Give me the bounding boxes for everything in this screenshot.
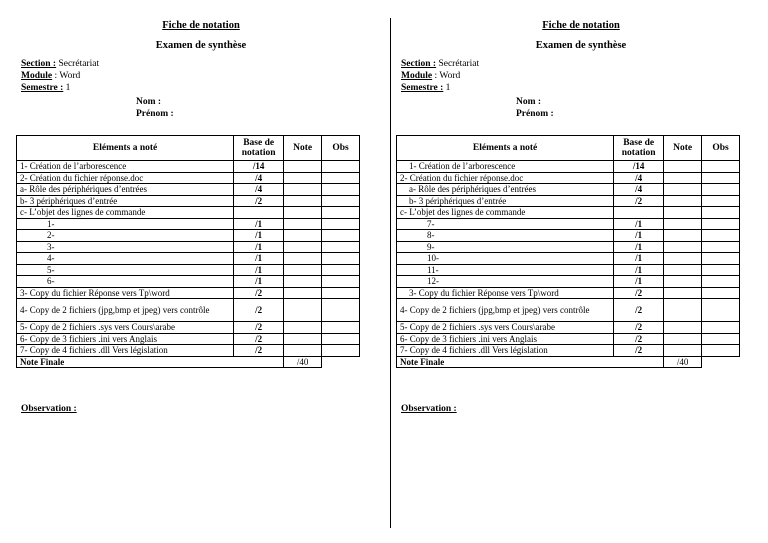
table-row (397, 264, 740, 276)
table-header-row (397, 136, 740, 161)
row-obs[interactable] (322, 184, 360, 196)
row-note[interactable] (284, 241, 322, 253)
row-obs[interactable] (322, 161, 360, 173)
row-base: /2 (614, 322, 664, 334)
row-element: 7- Copy de 4 fichiers .dll Vers législation (397, 345, 614, 357)
section-value: Secrétariat (56, 59, 100, 69)
row-element: 4- Copy de 2 fichiers (jpg,bmp et jpeg) vers contrôle (17, 299, 234, 322)
row-element: 5- Copy de 2 fichiers .sys vers Cours\arabe (397, 322, 614, 334)
grading-table (396, 135, 740, 368)
row-element: 7- Copy de 4 fichiers .dll Vers législation (17, 345, 234, 357)
section-label: Section : (401, 59, 437, 69)
row-obs[interactable] (322, 276, 360, 288)
row-obs[interactable] (322, 230, 360, 242)
header-element: Eléments a noté (397, 136, 614, 161)
prenom-label: Prénom : (136, 109, 174, 119)
module-value: : Word (432, 71, 461, 81)
row-obs[interactable] (702, 207, 740, 219)
row-note[interactable] (664, 322, 702, 334)
row-obs[interactable] (322, 333, 360, 345)
table-row (17, 195, 360, 207)
row-element: 10- (397, 253, 614, 265)
row-base: /1 (614, 264, 664, 276)
section-line (21, 58, 99, 70)
grading-table (16, 135, 360, 368)
row-note[interactable] (664, 172, 702, 184)
table-row (17, 333, 360, 345)
row-element: 7- (397, 218, 614, 230)
final-row (397, 356, 740, 368)
row-element: 5- Copy de 2 fichiers .sys vers Cours\arabe (17, 322, 234, 334)
table-row (397, 333, 740, 345)
table-row (17, 299, 360, 322)
row-base: /2 (234, 299, 284, 322)
row-note[interactable] (664, 218, 702, 230)
row-base: /1 (234, 264, 284, 276)
final-empty-cell (702, 356, 740, 368)
row-obs[interactable] (702, 230, 740, 242)
final-label: Note Finale (397, 356, 664, 368)
row-obs[interactable] (702, 345, 740, 357)
row-base: /14 (614, 161, 664, 173)
final-label: Note Finale (17, 356, 284, 368)
row-note[interactable] (284, 184, 322, 196)
row-base: /2 (234, 195, 284, 207)
row-obs[interactable] (702, 287, 740, 299)
observation-label: Observation : (401, 404, 457, 414)
row-element: 5- (17, 264, 234, 276)
row-note[interactable] (284, 287, 322, 299)
module-line (401, 70, 460, 82)
table-row (17, 276, 360, 288)
semestre-value: 1 (443, 83, 451, 93)
row-base: /2 (614, 299, 664, 322)
row-base: /2 (614, 345, 664, 357)
semestre-label: Semestre : (21, 83, 64, 93)
row-base (614, 207, 664, 219)
row-note[interactable] (664, 264, 702, 276)
row-base: /2 (614, 333, 664, 345)
final-value: /40 (664, 356, 702, 368)
row-obs[interactable] (322, 299, 360, 322)
header-base: Base de notation (234, 136, 284, 161)
table-row (17, 161, 360, 173)
row-element: 9- (397, 241, 614, 253)
row-obs[interactable] (322, 345, 360, 357)
row-note[interactable] (284, 253, 322, 265)
final-row (17, 356, 360, 368)
row-note[interactable] (664, 207, 702, 219)
row-base: /4 (614, 172, 664, 184)
section-label: Section : (21, 59, 57, 69)
final-empty-cell (322, 356, 360, 368)
row-element: a- Rôle des périphériques d’entrées (397, 184, 614, 196)
row-note[interactable] (284, 333, 322, 345)
row-note[interactable] (284, 264, 322, 276)
row-obs[interactable] (322, 264, 360, 276)
table-row (397, 161, 740, 173)
row-obs[interactable] (322, 241, 360, 253)
module-label: Module (401, 71, 433, 81)
header-element: Eléments a noté (17, 136, 234, 161)
row-element: 2- (17, 230, 234, 242)
row-note[interactable] (284, 207, 322, 219)
row-note[interactable] (284, 299, 322, 322)
row-note[interactable] (664, 345, 702, 357)
row-element: 3- Copy du fichier Réponse vers Tp\word (397, 287, 614, 299)
row-note[interactable] (284, 161, 322, 173)
row-note[interactable] (664, 195, 702, 207)
prenom-label: Prénom : (516, 109, 554, 119)
row-note[interactable] (284, 322, 322, 334)
section-value: Secrétariat (436, 59, 480, 69)
row-element: 2- Création du fichier réponse.doc (397, 172, 614, 184)
table-row (397, 195, 740, 207)
row-base: /4 (234, 184, 284, 196)
row-base: /4 (614, 184, 664, 196)
row-obs[interactable] (702, 322, 740, 334)
row-obs[interactable] (702, 253, 740, 265)
row-element: b- 3 périphériques d’entrée (397, 195, 614, 207)
module-line (21, 70, 80, 82)
table-row (17, 172, 360, 184)
row-element: 1- (17, 218, 234, 230)
row-note[interactable] (284, 218, 322, 230)
row-base: /1 (614, 241, 664, 253)
row-obs[interactable] (702, 276, 740, 288)
row-obs[interactable] (702, 161, 740, 173)
row-obs[interactable] (702, 218, 740, 230)
table-row (397, 241, 740, 253)
row-element: 3- Copy du fichier Réponse vers Tp\word (17, 287, 234, 299)
row-element: 4- Copy de 2 fichiers (jpg,bmp et jpeg) vers contrôle (397, 299, 614, 322)
row-base: /1 (614, 276, 664, 288)
table-row (17, 184, 360, 196)
row-obs[interactable] (322, 218, 360, 230)
row-obs[interactable] (322, 253, 360, 265)
row-note[interactable] (664, 253, 702, 265)
nom-label: Nom : (136, 97, 162, 107)
row-element: 6- Copy de 3 fichiers .ini vers Anglais (17, 333, 234, 345)
row-base (234, 207, 284, 219)
row-note[interactable] (664, 333, 702, 345)
row-note[interactable] (664, 230, 702, 242)
section-line (401, 58, 479, 70)
sheet-title: Fiche de notation (542, 20, 620, 31)
row-obs[interactable] (702, 241, 740, 253)
row-element: 1- Création de l’arborescence (17, 161, 234, 173)
table-row (397, 207, 740, 219)
row-base: /1 (234, 218, 284, 230)
row-base: /14 (234, 161, 284, 173)
row-note[interactable] (284, 276, 322, 288)
table-row (17, 287, 360, 299)
row-obs[interactable] (702, 299, 740, 322)
table-row (17, 218, 360, 230)
row-element: a- Rôle des périphériques d’entrées (17, 184, 234, 196)
row-base: /2 (234, 287, 284, 299)
table-row (17, 345, 360, 357)
sheet-subtitle: Examen de synthèse (535, 40, 627, 51)
header-note: Note (664, 136, 702, 161)
row-base: /1 (614, 218, 664, 230)
row-element: c- L’objet des lignes de commande (397, 207, 614, 219)
module-value: : Word (52, 71, 81, 81)
observation-label: Observation : (21, 404, 77, 414)
row-obs[interactable] (322, 207, 360, 219)
table-row (397, 218, 740, 230)
table-row (397, 345, 740, 357)
module-label: Module (21, 71, 53, 81)
row-base: /1 (234, 241, 284, 253)
row-element: c- L’objet des lignes de commande (17, 207, 234, 219)
row-element: 11- (397, 264, 614, 276)
row-element: 4- (17, 253, 234, 265)
header-note: Note (284, 136, 322, 161)
table-row (397, 299, 740, 322)
row-note[interactable] (664, 161, 702, 173)
row-element: b- 3 périphériques d’entrée (17, 195, 234, 207)
row-note[interactable] (664, 287, 702, 299)
row-obs[interactable] (702, 333, 740, 345)
table-row (397, 253, 740, 265)
row-base: /1 (234, 230, 284, 242)
row-note[interactable] (664, 184, 702, 196)
row-base: /1 (614, 230, 664, 242)
row-obs[interactable] (702, 264, 740, 276)
header-obs: Obs (702, 136, 740, 161)
page-divider (390, 18, 391, 528)
table-row (17, 230, 360, 242)
row-base: /1 (234, 276, 284, 288)
row-base: /2 (234, 345, 284, 357)
row-base: /2 (234, 333, 284, 345)
row-note[interactable] (664, 241, 702, 253)
row-element: 3- (17, 241, 234, 253)
header-obs: Obs (322, 136, 360, 161)
row-base: /1 (614, 253, 664, 265)
table-row (397, 322, 740, 334)
semestre-label: Semestre : (401, 83, 444, 93)
row-base: /2 (614, 195, 664, 207)
row-element: 8- (397, 230, 614, 242)
semestre-value: 1 (63, 83, 71, 93)
row-base: /1 (234, 253, 284, 265)
table-row (17, 253, 360, 265)
nom-label: Nom : (516, 97, 542, 107)
row-note[interactable] (284, 230, 322, 242)
row-note[interactable] (664, 299, 702, 322)
table-row (397, 230, 740, 242)
row-element: 12- (397, 276, 614, 288)
row-element: 2- Création du fichier réponse.doc (17, 172, 234, 184)
table-header-row (17, 136, 360, 161)
row-base: /4 (234, 172, 284, 184)
semestre-line (401, 82, 450, 94)
sheet-subtitle: Examen de synthèse (155, 40, 247, 51)
row-base: /2 (234, 322, 284, 334)
row-element: 1- Création de l’arborescence (397, 161, 614, 173)
row-note[interactable] (284, 345, 322, 357)
row-obs[interactable] (702, 195, 740, 207)
final-value: /40 (284, 356, 322, 368)
table-row (397, 172, 740, 184)
row-obs[interactable] (322, 287, 360, 299)
row-obs[interactable] (322, 195, 360, 207)
sheet-title: Fiche de notation (162, 20, 240, 31)
row-base: /2 (614, 287, 664, 299)
table-row (17, 241, 360, 253)
row-obs[interactable] (702, 172, 740, 184)
row-obs[interactable] (702, 184, 740, 196)
row-element: 6- Copy de 3 fichiers .ini vers Anglais (397, 333, 614, 345)
table-row (17, 264, 360, 276)
table-row (17, 322, 360, 334)
row-note[interactable] (284, 172, 322, 184)
row-element: 6- (17, 276, 234, 288)
row-note[interactable] (284, 195, 322, 207)
table-row (397, 287, 740, 299)
table-row (397, 276, 740, 288)
row-note[interactable] (664, 276, 702, 288)
header-base: Base de notation (614, 136, 664, 161)
semestre-line (21, 82, 70, 94)
row-obs[interactable] (322, 322, 360, 334)
table-row (17, 207, 360, 219)
table-row (397, 184, 740, 196)
row-obs[interactable] (322, 172, 360, 184)
